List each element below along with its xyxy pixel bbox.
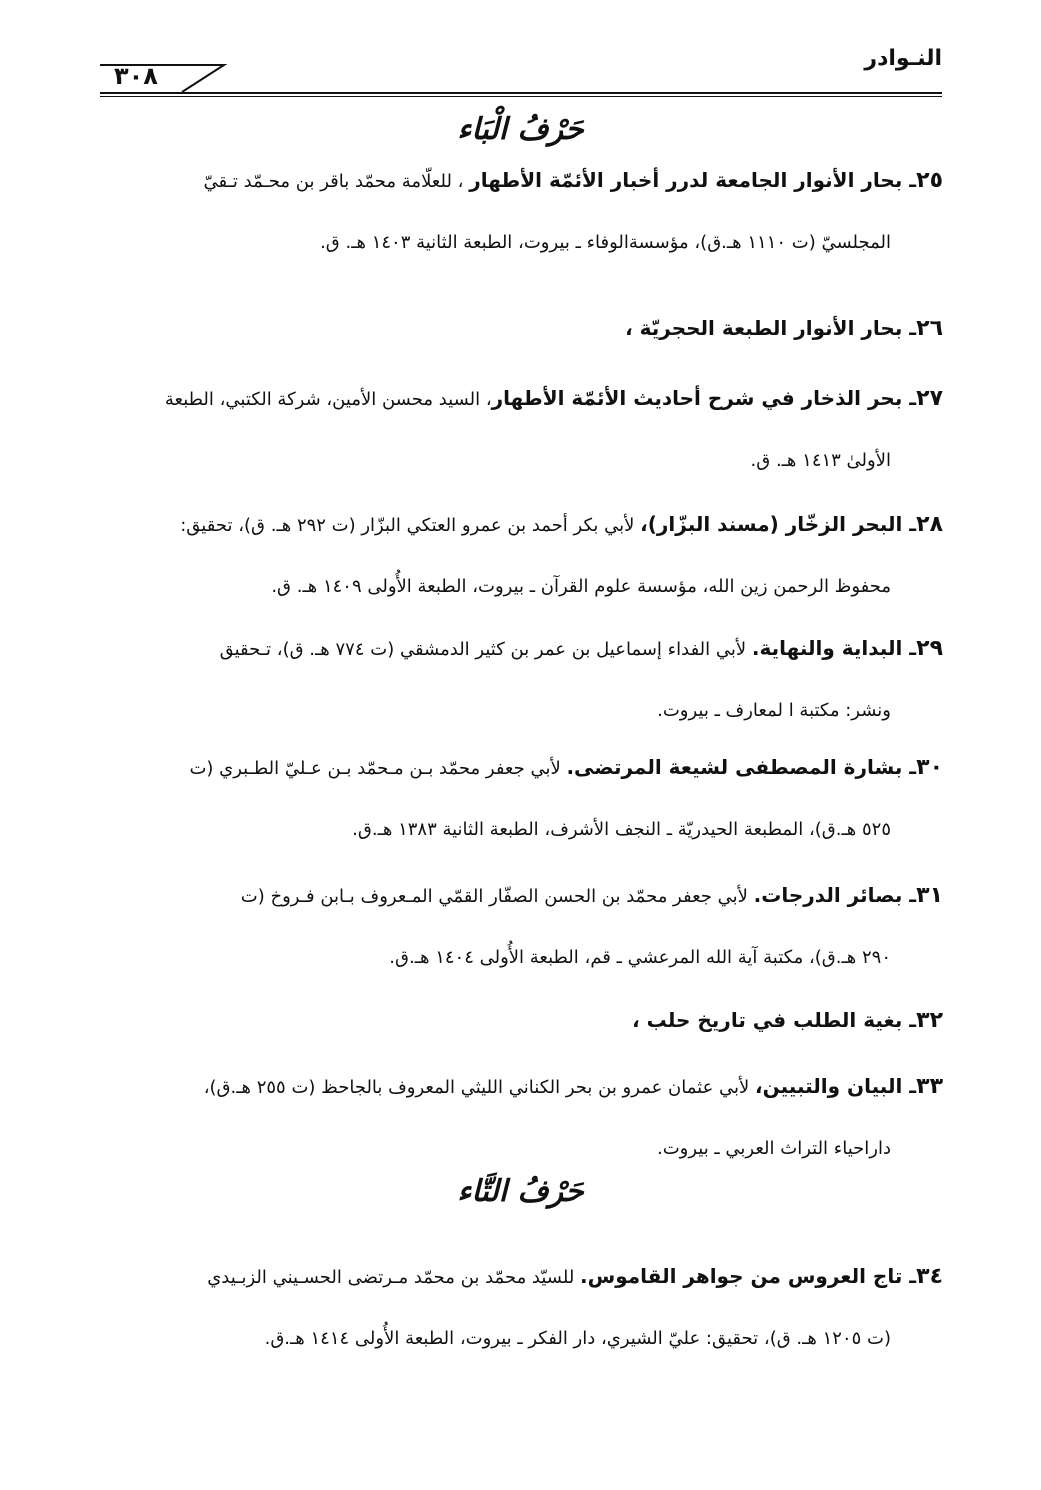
entry-continuation: (ت ١٢٠٥ هـ. ق)، تحقيق: عليّ الشيري، دار الفكر ـ بيروت، الطبعة الأُولى ١٤١٤ هـ.ق.: [264, 1328, 891, 1349]
page-number: ٣٠٨: [114, 62, 158, 90]
entry-number: ٢٨: [916, 512, 943, 537]
page-number-frame: [100, 32, 942, 98]
entry-number: ٣٤: [916, 1264, 943, 1289]
entry-title: ـ تاج العروس من جواهر القاموس.: [580, 1264, 917, 1288]
entry-number: ٣٠: [916, 755, 943, 780]
section-heading-baa: حَرْفُ الْبَاء: [457, 112, 584, 147]
bibliography-entry: [98, 1000, 943, 1040]
bibliography-entry: [98, 875, 943, 978]
entry-title: ـ بحر الذخار في شرح أحاديث الأئمّة الأطهار: [491, 386, 917, 410]
entry-text: لأبي عثمان عمرو بن بحر الكناني الليثي المعروف بالجاحظ (ت ٢٥٥ هـ.ق)،: [203, 1077, 756, 1098]
entry-continuation: الأولىٰ ١٤١٣ هـ. ق.: [750, 450, 891, 471]
bibliography-entry: [98, 504, 943, 607]
entry-continuation: المجلسيّ (ت ١١١٠ هـ.ق)، مؤسسةالوفاء ـ بيروت، الطبعة الثانية ١٤٠٣ هـ. ق.: [320, 232, 891, 253]
bibliography-entry: [98, 1066, 943, 1169]
entry-title: ـ بصائر الدرجات.: [753, 883, 917, 907]
entry-number: ٢٩: [916, 636, 943, 661]
entry-text: لأبي جعفر محمّد بـن مـحمّد بـن عـليّ الطـبري (ت: [189, 758, 567, 779]
entry-title: ـ البداية والنهاية.: [751, 636, 917, 660]
header-rule: [100, 92, 942, 94]
entry-number: ٣١: [916, 883, 943, 908]
entry-continuation: ونشر: مكتبة ا لمعارف ـ بيروت.: [657, 700, 891, 721]
entry-continuation: محفوظ الرحمن زين الله، مؤسسة علوم القرآن ـ بيروت، الطبعة الأُولى ١٤٠٩ هـ. ق.: [271, 576, 891, 597]
entry-title: ـ البيان والتبيين،: [755, 1074, 917, 1098]
entry-text: للسيّد محمّد بن محمّد مـرتضى الحسـيني الزبـيدي: [207, 1267, 581, 1288]
entry-text: لأبي الفداء إسماعيل بن عمر بن كثير الدمشقي (ت ٧٧٤ هـ. ق)، تـحقيق: [219, 639, 752, 660]
entry-text: ، للعلّامة محمّد باقر بن محـمّد تـقيّ: [203, 171, 470, 192]
entry-continuation: داراحياء التراث العربي ـ بيروت.: [656, 1138, 891, 1159]
bibliography-entry: [98, 1256, 943, 1359]
entry-title: ـ بحار الأنوار الطبعة الحجريّة ،: [625, 316, 917, 340]
entry-continuation: ٥٢٥ هـ.ق)، المطبعة الحيدريّة ـ النجف الأشرف، الطبعة الثانية ١٣٨٣ هـ.ق.: [352, 819, 891, 840]
bibliography-entry: [98, 628, 943, 731]
entry-number: ٢٥: [916, 168, 943, 193]
bibliography-entry: [98, 747, 943, 850]
entry-number: ٢٧: [916, 386, 943, 411]
entry-number: ٣٢: [916, 1008, 943, 1033]
entry-title: ـ بغية الطلب في تاريخ حلب ،: [632, 1008, 917, 1032]
entry-text: لأبي بكر أحمد بن عمرو العتكي البزّار (ت ٢٩٢ هـ. ق)، تحقيق:: [180, 515, 641, 536]
entry-text: ، السيد محسن الأمين، شركة الكتبي، الطبعة: [164, 389, 492, 410]
entry-continuation: ٢٩٠ هـ.ق)، مكتبة آية الله المرعشي ـ قم، الطبعة الأُولى ١٤٠٤ هـ.ق.: [389, 947, 891, 968]
section-heading-taa: حَرْفُ التَّاء: [457, 1174, 584, 1209]
running-title: النـوادر: [864, 46, 942, 71]
bibliography-entry: [98, 160, 943, 263]
entry-number: ٢٦: [916, 316, 943, 341]
header-rule-thin: [100, 96, 942, 97]
entry-title: ـ البحر الزخّار (مسند البزّار)،: [640, 512, 917, 536]
entry-title: ـ بشارة المصطفى لشيعة المرتضى.: [566, 755, 917, 779]
bibliography-entry: [98, 378, 943, 481]
page-header: [100, 32, 942, 94]
entry-title: ـ بحار الأنوار الجامعة لدرر أخبار الأئمّة الأطهار: [469, 168, 917, 192]
entry-number: ٣٣: [916, 1074, 943, 1099]
entry-text: لأبي جعفر محمّد بن الحسن الصفّار القمّي المـعروف بـابن فـروخ (ت: [240, 886, 754, 907]
bibliography-entry: [98, 308, 943, 348]
